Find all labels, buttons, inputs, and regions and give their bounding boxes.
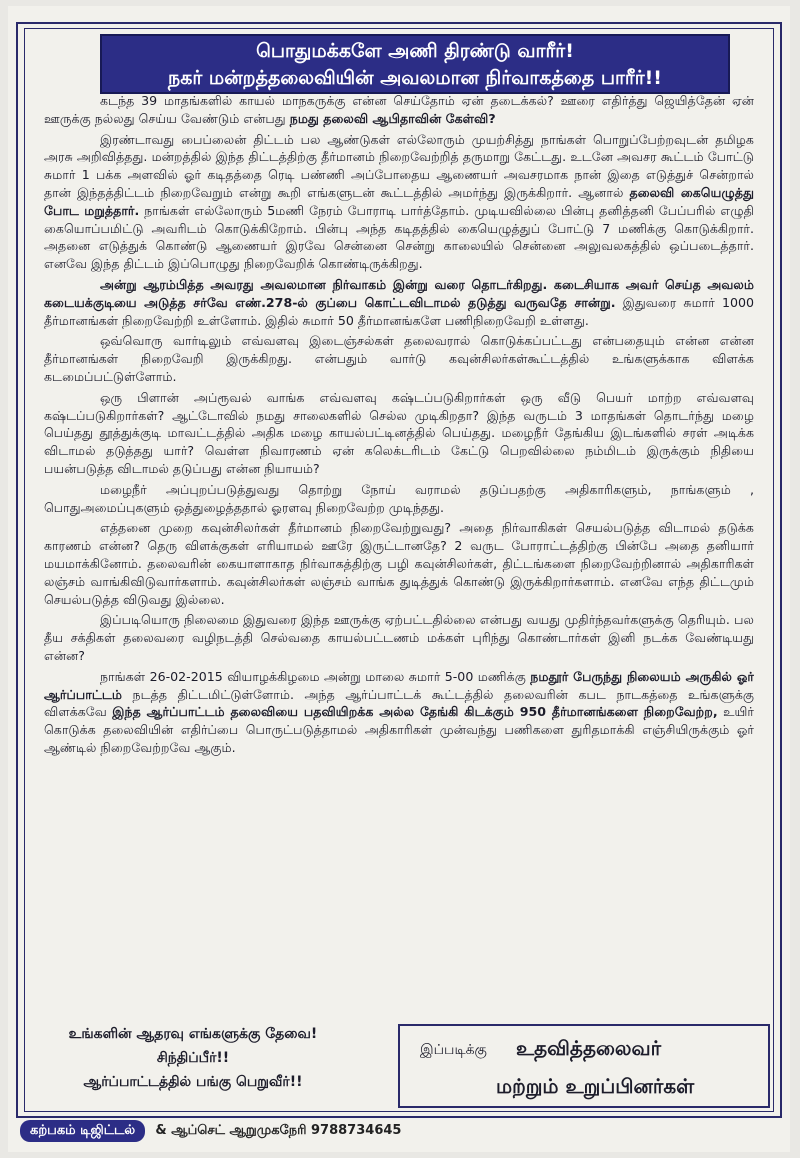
- paragraph-3: [44, 276, 754, 329]
- appeal-line-2: சிந்திப்பீர்!!: [156, 1050, 230, 1066]
- appeal-block: [28, 1022, 358, 1106]
- paragraph-5: [44, 389, 754, 478]
- paragraph-1-segment-2: நமது தலைவி ஆபிதாவின் கேள்வி?: [289, 110, 496, 126]
- headline-banner: [100, 34, 730, 94]
- paragraph-2-segment-2: தலைவி கையெழுத்து போட மறுத்தார்.: [44, 184, 754, 218]
- paragraph-2-segment-1: இரண்டாவது பைப்லைன் திட்டம் பல ஆண்டுகள் எல்லோரும் முயற்சித்து நாங்கள் பொறுப்பேற்றவுடன் தமிழக அரசு அறிவித்தது. மன்றத்தில் இந்த திட்டத்திற்கு தீர்மானம் நிறைவேற்றித் தருமாறு கேட்டது. உடனே அவசர கூட்டம் போட்டு சுமார் 1 பக்க அளவில் ஓர் கடிதத்தை ரெடி பண்ணி அப்போதைய ஆணையர் அவசரமாக நான் இதை எடுத்துச் சென்றால் தான் இந்தத்திட்டம் நிறைவேறும் என்று கூறி எங்களுடன் கூட்டத்தில் அமர்ந்து இருக்கிறார். ஆனால்: [44, 131, 754, 200]
- paragraph-1-segment-1: கடந்த 39 மாதங்களில் காயல் மாநகருக்கு என்ன செய்தோம் ஏன் தடைக்கல்? ஊரை எதிர்த்து ஜெயித்தேன் ஏன் ஊருக்கு நல்லது செய்ய வேண்டும் என்பது: [44, 93, 754, 126]
- signatory-title: உதவித்தலைவர்: [516, 1036, 662, 1060]
- paragraph-9-segment-3: நடத்த திட்டமிட்டுள்ளோம். அந்த ஆர்ப்பாட்டக் கூட்டத்தில் தலைவரின் கபட நாடகத்தை உங்களுக்கு விளக்கவே: [44, 686, 754, 720]
- paragraph-9-segment-2: நமதூர் பேருந்து நிலையம் அருகில் ஓர் ஆர்ப்பாட்டம்: [44, 668, 754, 702]
- paragraph-8-segment-1: இப்படியொரு நிலைமை இதுவரை இந்த ஊருக்கு ஏற்பட்டதில்லை என்பது வயது முதிர்ந்தவர்களுக்கு தெரியும். பல தீய சக்திகள் தலைவரை வழிநடத்தி செல்வதை காயல்பட்டணம் மக்கள் புரிந்து கொண்டார்கள் இனி நடக்க வேண்டியது என்ன?: [44, 612, 754, 663]
- appeal-line-1: உங்களின் ஆதரவு எங்களுக்கு தேவை!: [68, 1026, 318, 1042]
- paragraph-9-segment-4: இந்த ஆர்ப்பாட்டம் தலைவியை பதவியிறக்க அல்ல தேங்கி கிடக்கும் 950 தீர்மானங்களை நிறைவேற்ற,: [112, 704, 718, 720]
- signatory-members: மற்றும் உறுப்பினர்கள்: [496, 1074, 695, 1098]
- paragraph-7: [44, 519, 754, 608]
- printer-name: கற்பகம் டிஜிட்டல்: [20, 1120, 145, 1142]
- paragraph-2: [44, 131, 754, 273]
- headline-line-1: பொதுமக்களே அணி திரண்டு வாரீர்!: [256, 40, 574, 62]
- headline-line-2: நகர் மன்றத்தலைவியின் அவலமான நிர்வாகத்தை பாரீர்!!: [168, 67, 662, 89]
- signoff-label: இப்படிக்கு: [420, 1042, 487, 1058]
- printer-footer: [20, 1120, 700, 1144]
- paragraph-1: [44, 92, 754, 128]
- signature-box: [398, 1024, 770, 1108]
- paragraph-8: [44, 611, 754, 664]
- body-text: [44, 92, 754, 1014]
- paragraph-5-segment-1: ஒரு பிளான் அப்ரூவல் வாங்க எவ்வளவு கஷ்டப்படுகிறார்கள் ஒரு வீடு பெயர் மாற்ற எவ்வளவு கஷ்டப்படுகிறார்கள்? ஆட்டோவில் நமது சாலைகளில் செல்ல முடிகிறதா? இந்த வருடம் 3 மாதங்கள் தொடர்ந்து மழை பெய்தது தூத்துக்குடி மாவட்டத்தில் அதிக மழை காயல்பட்டினத்தில் பெய்தது. மழைநீர் தேங்கிய இடங்களில் சரள் அடிக்க விடாமல் தடுத்தது யார்? வெள்ள நிவாரணம் ஏன் கலெக்டரிடம் கேட்டு பெறவில்லை நம்மிடம் இருக்கும் நிதியை பயன்படுத்த விடாமல் தடுப்பது என்ன நியாயம்?: [44, 389, 754, 476]
- paragraph-3-segment-1: அன்று ஆரம்பித்த அவரது அவலமான நிர்வாகம் இன்று வரை தொடர்கிறது. கடைசியாக அவர் செய்த அவலம் கடையக்குடியை அடுத்த சர்வே எண்.278-ல் குப்பை கொட்டவிடாமல் தடுத்து வருவதே சான்று.: [44, 276, 754, 310]
- paragraph-7-segment-1: எத்தனை முறை கவுன்சிலர்கள் தீர்மானம் நிறைவேற்றுவது? அதை நிர்வாகிகள் செயல்படுத்த விடாமல் தடுக்க காரணம் என்ன? தெரு விளக்குகள் எரியாமல் ஊரே இருட்டானதே? 2 வருட போராட்டத்திற்கு பின்பே அதை தனியார் மயமாக்கினோம். தலைவரின் கையாளாகாத நிர்வாகத்திற்கு பழி கவுன்சிலர்கள், திட்டங்களை நிறைவேற்றினால் அதிகாரிகள் லஞ்சம் வாங்கிவிடுவார்களாம். கவுன்சிலர்கள் லஞ்சம் வாங்க துடித்துக் கொண்டு இருக்கிறார்களாம். எனவே எந்த திட்டமும் செயல்படுத்த விடுவது இல்லை.: [44, 520, 754, 607]
- paragraph-6-segment-1: மழைநீர் அப்புறப்படுத்துவது தொற்று நோய் வராமல் தடுப்பதற்கு அதிகாரிகளும், நாங்களும் , பொதுஅமைப்புகளும் ஒத்துழைத்ததால் ஓரளவு நிறைவேற்ற முடிந்தது.: [44, 481, 754, 515]
- paragraph-3-segment-2: இதுவரை சுமார் 1000 தீர்மானங்கள் நிறைவேற்றி உள்ளோம். இதில் சுமார் 50 தீர்மானங்களே பணிநிறைவேறி உள்ளது.: [44, 294, 754, 328]
- appeal-line-3: ஆர்ப்பாட்டத்தில் பங்கு பெறுவீர்!!: [83, 1074, 303, 1090]
- paragraph-4-segment-1: ஒவ்வொரு வார்டிலும் எவ்வளவு இடைஞ்சல்கள் தலைவரால் கொடுக்கப்பட்டது என்பதையும் என்ன என்ன தீர்மானங்கள் நிறைவேறி இருக்கிறது. என்பதும் வார்டு கவுன்சிலர்கள்கூட்டத்தில் உங்களுக்காக விளக்க கடமைப்பட்டுள்ளோம்.: [44, 333, 754, 384]
- paragraph-9: [44, 668, 754, 757]
- paragraph-6: [44, 481, 754, 517]
- paragraph-4: [44, 332, 754, 385]
- paragraph-9-segment-1: நாங்கள் 26-02-2015 வியாழக்கிழமை அன்று மாலை சுமார் 5-00 மணிக்கு: [100, 668, 531, 684]
- paragraph-2-segment-3: நாங்கள் எல்லோரும் 5மணி நேரம் போராடி பார்த்தோம். முடியவில்லை பின்பு தனித்தனி பேப்பரில் எழுதி கையொப்பமிட்டு அவரிடம் கொடுக்கிறோம். பின்பு அந்த கடிதத்தில் கையெழுத்துப் போட்டு 7 மணிக்கு கொடுக்கிறார். அதனை எடுத்துக் கொண்டு ஆணையர் இரவே சென்னை சென்று காலையில் சென்னை அலுவலகத்தில் ஒப்படைத்தார். எனவே இந்த திட்டம் இப்பொழுது நிறைவேறிக் கொண்டிருக்கிறது.: [44, 202, 754, 272]
- paragraph-9-segment-5: உயிர் கொடுக்க தலைவியின் எதிர்ப்பை பொருட்படுத்தாமல் அதிகாரிகள் முன்வந்து பணிகளை துரிதமாக்கி எஞ்சியிருக்கும் ஓர் ஆண்டில் நிறைவேற்றவே ஆகும்.: [44, 704, 754, 755]
- printer-details: & ஆப்செட் ஆறுமுகநேரி 9788734645: [155, 1123, 402, 1138]
